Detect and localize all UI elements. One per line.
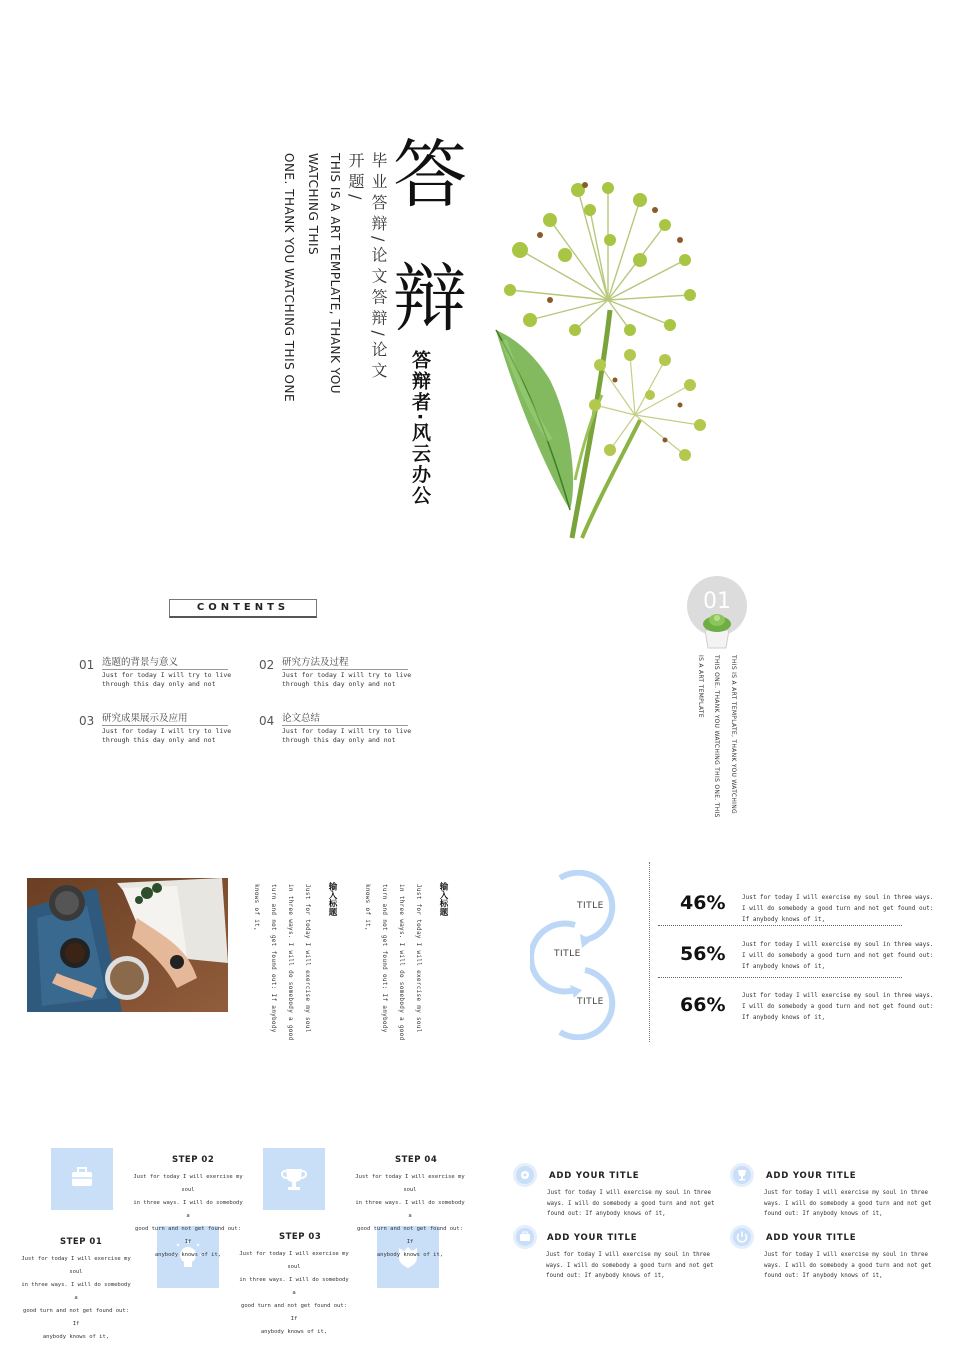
cover-author: 答辩者·风云办公: [409, 350, 431, 507]
flower-head-large: [504, 182, 696, 336]
col-text-d1: knows of it,: [364, 884, 371, 931]
column-heading-1: 输入标题: [438, 882, 448, 916]
toc-title-02: 研究方法及过程: [282, 654, 408, 670]
card-desc-4: [764, 1250, 932, 1282]
card-title-4: ADD YOUR TITLE: [766, 1233, 857, 1243]
step-desc-04a: Just for today I will exercise my soul: [355, 1174, 465, 1193]
coffee-table-photo: [27, 878, 228, 1012]
step-title-01: STEP 01: [60, 1237, 103, 1247]
title-char-bian: 辩: [393, 256, 467, 342]
step-desc-01a: Just for today I will exercise my soul: [21, 1256, 131, 1275]
step-desc-01c: good turn and not get found out: If: [23, 1308, 129, 1327]
step-desc-03d: anybody knows of it,: [260, 1329, 328, 1335]
section-01-slide: [480, 560, 960, 830]
toc-desc-02a: Just for today I will try to live: [282, 671, 412, 679]
step-title-04: STEP 04: [395, 1155, 438, 1165]
step-box-1: [51, 1148, 113, 1210]
card-desc-3b: ways. I will do somebody a good turn and not get: [546, 1262, 714, 1269]
cover-slide: [0, 0, 960, 560]
step-desc-04: [354, 1171, 466, 1262]
step-desc-03c: good turn and not get found out: If: [241, 1303, 347, 1322]
card-desc-1b: ways. I will do somebody a good turn and not get: [547, 1200, 715, 1207]
section-number: 01: [703, 589, 731, 614]
pct-desc-1c: If anybody knows of it,: [742, 916, 826, 923]
percent-slide: [480, 830, 960, 1070]
step-desc-03a: Just for today I will exercise my soul: [239, 1251, 349, 1270]
step-desc-01d: anybody knows of it,: [42, 1334, 110, 1340]
contents-heading: CONTENTS: [169, 599, 317, 618]
step-desc-04c: good turn and not get found out: If: [357, 1226, 463, 1245]
power-icon: [733, 1228, 751, 1246]
col-text-a2: Just for today I will exercise my soul: [304, 884, 311, 1033]
card-desc-2a: Just for today I will exercise my soul in three: [764, 1190, 929, 1196]
step-desc-01b: in three ways. I will do somebody a: [21, 1282, 131, 1301]
card-desc-4c: found out: If anybody knows of it,: [764, 1273, 883, 1279]
step-desc-02a: Just for today I will exercise my soul: [133, 1174, 243, 1193]
pct-desc-3a: Just for today I will exercise my soul in three ways.: [742, 992, 934, 999]
card-desc-1: [547, 1188, 715, 1220]
cards-slide: [480, 1100, 960, 1352]
succulent-pot-icon: [699, 608, 735, 650]
section01-line2: THIS ONE. THANK YOU WATCHING THIS ONE. THIS: [713, 655, 720, 818]
card-desc-2: [764, 1188, 932, 1220]
col-text-c1: turn and not get found out: If anybody: [381, 884, 388, 1033]
card-icon-2: [730, 1163, 754, 1187]
briefcase-small-icon: [516, 1228, 534, 1246]
card-title-3: ADD YOUR TITLE: [547, 1233, 638, 1243]
cover-english-line2: ONE. THANK YOU WATCHING THIS ONE: [282, 153, 296, 403]
ring-label-1: TITLE: [577, 901, 604, 911]
toc-num-04: 04: [259, 714, 275, 728]
pct-desc-1a: Just for today I will exercise my soul in three ways.: [742, 894, 934, 901]
card-desc-2c: found out: If anybody knows of it,: [764, 1211, 883, 1217]
row-divider-1: [658, 925, 902, 926]
card-desc-4b: ways. I will do somebody a good turn and not get: [764, 1262, 932, 1269]
pct-desc-1b: I will do somebody a good turn and not get found out:: [742, 905, 934, 912]
step-desc-03b: in three ways. I will do somebody a: [239, 1277, 349, 1296]
col-text-c2: turn and not get found out: If anybody: [270, 884, 277, 1033]
card-desc-4a: Just for today I will exercise my soul in three: [764, 1252, 929, 1258]
pct-desc-3c: If anybody knows of it,: [742, 1014, 826, 1021]
toc-desc-02b: through this day only and not: [282, 680, 396, 688]
flower-illustration: [490, 180, 720, 540]
percent-56: 56%: [680, 943, 726, 965]
card-icon-4: [730, 1225, 754, 1249]
flower-head-small: [589, 349, 706, 461]
step-desc-04b: in three ways. I will do somebody a: [355, 1200, 465, 1219]
card-desc-3: [546, 1250, 714, 1282]
contents-slide: [0, 560, 480, 830]
card-icon-3: [513, 1225, 537, 1249]
column-heading-2: 输入标题: [327, 882, 337, 916]
step-desc-03: [238, 1248, 350, 1339]
toc-desc-03b: through this day only and not: [102, 736, 216, 744]
settings-icon: [516, 1166, 534, 1184]
trophy-small-icon: [733, 1166, 751, 1184]
step-box-2: [263, 1148, 325, 1210]
col-text-a1: Just for today I will exercise my soul: [415, 884, 422, 1033]
pct-desc-2a: Just for today I will exercise my soul in three ways.: [742, 941, 934, 948]
steps-slide: [0, 1100, 480, 1352]
toc-desc-01a: Just for today I will try to live: [102, 671, 232, 679]
col-text-b2: in three ways. I will do somebody a good: [287, 884, 294, 1041]
percent-66: 66%: [680, 994, 726, 1016]
trophy-icon: [263, 1148, 325, 1210]
col-text-b1: in three ways. I will do somebody a good: [398, 884, 405, 1041]
card-title-2: ADD YOUR TITLE: [766, 1171, 857, 1181]
section01-line3: IS A ART TEMPLATE: [697, 655, 704, 718]
step-desc-02: [132, 1171, 244, 1262]
toc-num-01: 01: [79, 658, 95, 672]
card-desc-3a: Just for today I will exercise my soul in three: [546, 1252, 711, 1258]
step-title-03: STEP 03: [279, 1232, 322, 1242]
toc-num-02: 02: [259, 658, 275, 672]
card-desc-1a: Just for today I will exercise my soul in three: [547, 1190, 712, 1196]
step-desc-02d: anybody knows of it,: [154, 1252, 222, 1258]
step-desc-02c: good turn and not get found out: If: [135, 1226, 241, 1245]
col-text-d2: knows of it,: [253, 884, 260, 931]
cover-english-line1: THIS IS A ART TEMPLATE, THANK YOU WATCHING THIS: [306, 153, 342, 395]
pct-desc-3b: I will do somebody a good turn and not get found out:: [742, 1003, 934, 1010]
toc-desc-01b: through this day only and not: [102, 680, 216, 688]
vertical-divider: [649, 862, 650, 1042]
percent-46: 46%: [680, 892, 726, 914]
photo-slide: [0, 830, 480, 1070]
ring-label-3: TITLE: [577, 997, 604, 1007]
toc-title-03: 研究成果展示及应用: [102, 710, 228, 726]
row-divider-2: [658, 977, 902, 978]
briefcase-icon: [51, 1148, 113, 1210]
card-desc-1c: found out: If anybody knows of it,: [547, 1211, 666, 1217]
section01-line1: THIS IS A ART TEMPLATE, THANK YOU WATCHING: [730, 655, 737, 814]
toc-desc-04b: through this day only and not: [282, 736, 396, 744]
card-icon-1: [513, 1163, 537, 1187]
step-title-02: STEP 02: [172, 1155, 215, 1165]
step-desc-02b: in three ways. I will do somebody a: [133, 1200, 243, 1219]
cover-subtitle: 毕业答辩/论文答辩/论文开题/: [346, 152, 388, 383]
step-desc-01: [20, 1253, 132, 1344]
step-desc-04d: anybody knows of it,: [376, 1252, 444, 1258]
toc-title-01: 选题的背景与意义: [102, 654, 228, 670]
leaf: [496, 330, 573, 510]
toc-num-03: 03: [79, 714, 95, 728]
toc-desc-03a: Just for today I will try to live: [102, 727, 232, 735]
toc-title-04: 论文总结: [282, 710, 408, 726]
card-desc-2b: ways. I will do somebody a good turn and not get: [764, 1200, 932, 1207]
card-desc-3c: found out: If anybody knows of it,: [546, 1273, 665, 1279]
title-char-da: 答: [393, 132, 467, 218]
ring-label-2: TITLE: [554, 949, 581, 959]
toc-desc-04a: Just for today I will try to live: [282, 727, 412, 735]
pct-desc-2c: If anybody knows of it,: [742, 963, 826, 970]
card-title-1: ADD YOUR TITLE: [549, 1171, 640, 1181]
pct-desc-2b: I will do somebody a good turn and not get found out:: [742, 952, 934, 959]
